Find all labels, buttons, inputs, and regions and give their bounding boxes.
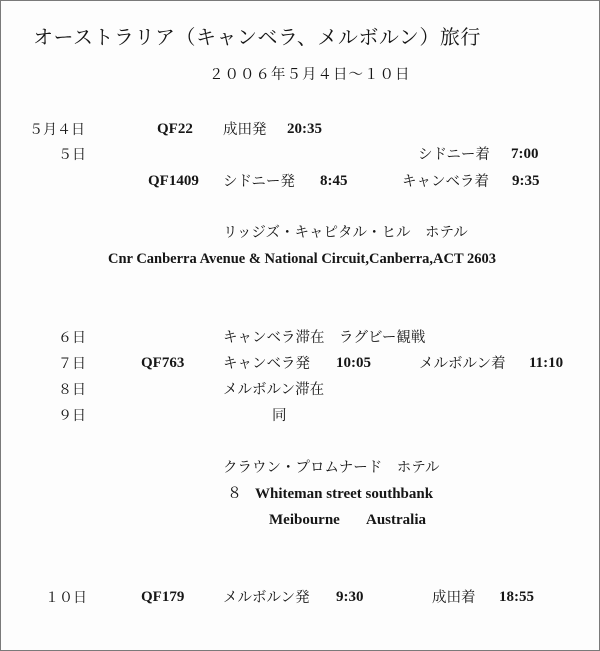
- day10-date: １０日: [45, 590, 87, 606]
- day7-flight: QF763: [141, 355, 185, 371]
- hotel1-name: リッジズ・キャピタル・ヒル ホテル: [223, 225, 468, 241]
- day2-arrive-time: 7:00: [511, 146, 539, 162]
- day10-depart-place: メルボルン発: [223, 590, 310, 606]
- day8-date: ８日: [58, 382, 86, 398]
- hotel2-street: Whiteman street southbank: [255, 486, 434, 502]
- date-range: ２００６年５月４日〜１０日: [209, 67, 411, 83]
- day1-flight: QF22: [157, 121, 193, 137]
- day7-depart-place: キャンベラ発: [223, 356, 310, 372]
- day2-flight: QF1409: [148, 173, 199, 189]
- day10-arrive-time: 18:55: [499, 589, 534, 605]
- day6-date: ６日: [58, 330, 86, 346]
- day2-arrive2-place: キャンベラ着: [402, 174, 489, 190]
- hotel2-country: Australia: [366, 512, 426, 528]
- day1-date: ５月４日: [29, 122, 85, 138]
- day8-activity: メルボルン滞在: [223, 382, 325, 398]
- day1-depart-time: 20:35: [287, 121, 322, 137]
- day7-depart-time: 10:05: [336, 355, 371, 371]
- hotel2-number: ８: [227, 486, 243, 502]
- day2-arrive2-time: 9:35: [512, 173, 540, 189]
- day9-date: ９日: [58, 408, 86, 424]
- document-title: オーストラリア（キャンベラ、メルボルン）旅行: [33, 25, 481, 49]
- day7-date: ７日: [58, 356, 86, 372]
- hotel2-name: クラウン・プロムナード ホテル: [223, 460, 440, 476]
- day10-flight: QF179: [141, 589, 185, 605]
- day2-depart-time: 8:45: [320, 173, 348, 189]
- day1-depart-place: 成田発: [223, 122, 267, 138]
- day2-date: ５日: [58, 147, 86, 163]
- hotel2-city: Meibourne: [269, 512, 340, 528]
- day10-depart-time: 9:30: [336, 589, 364, 605]
- day2-depart-place: シドニー発: [223, 174, 295, 190]
- day6-activity: キャンベラ滞在 ラグビー観戦: [223, 330, 426, 346]
- day7-arrive-place: メルボルン着: [419, 356, 506, 372]
- hotel1-address: Cnr Canberra Avenue & National Circuit,Canberra,ACT 2603: [108, 251, 497, 267]
- day7-arrive-time: 11:10: [529, 355, 564, 371]
- day2-arrive-place: シドニー着: [418, 147, 490, 163]
- day9-activity: 同: [272, 408, 287, 424]
- day10-arrive-place: 成田着: [432, 590, 476, 606]
